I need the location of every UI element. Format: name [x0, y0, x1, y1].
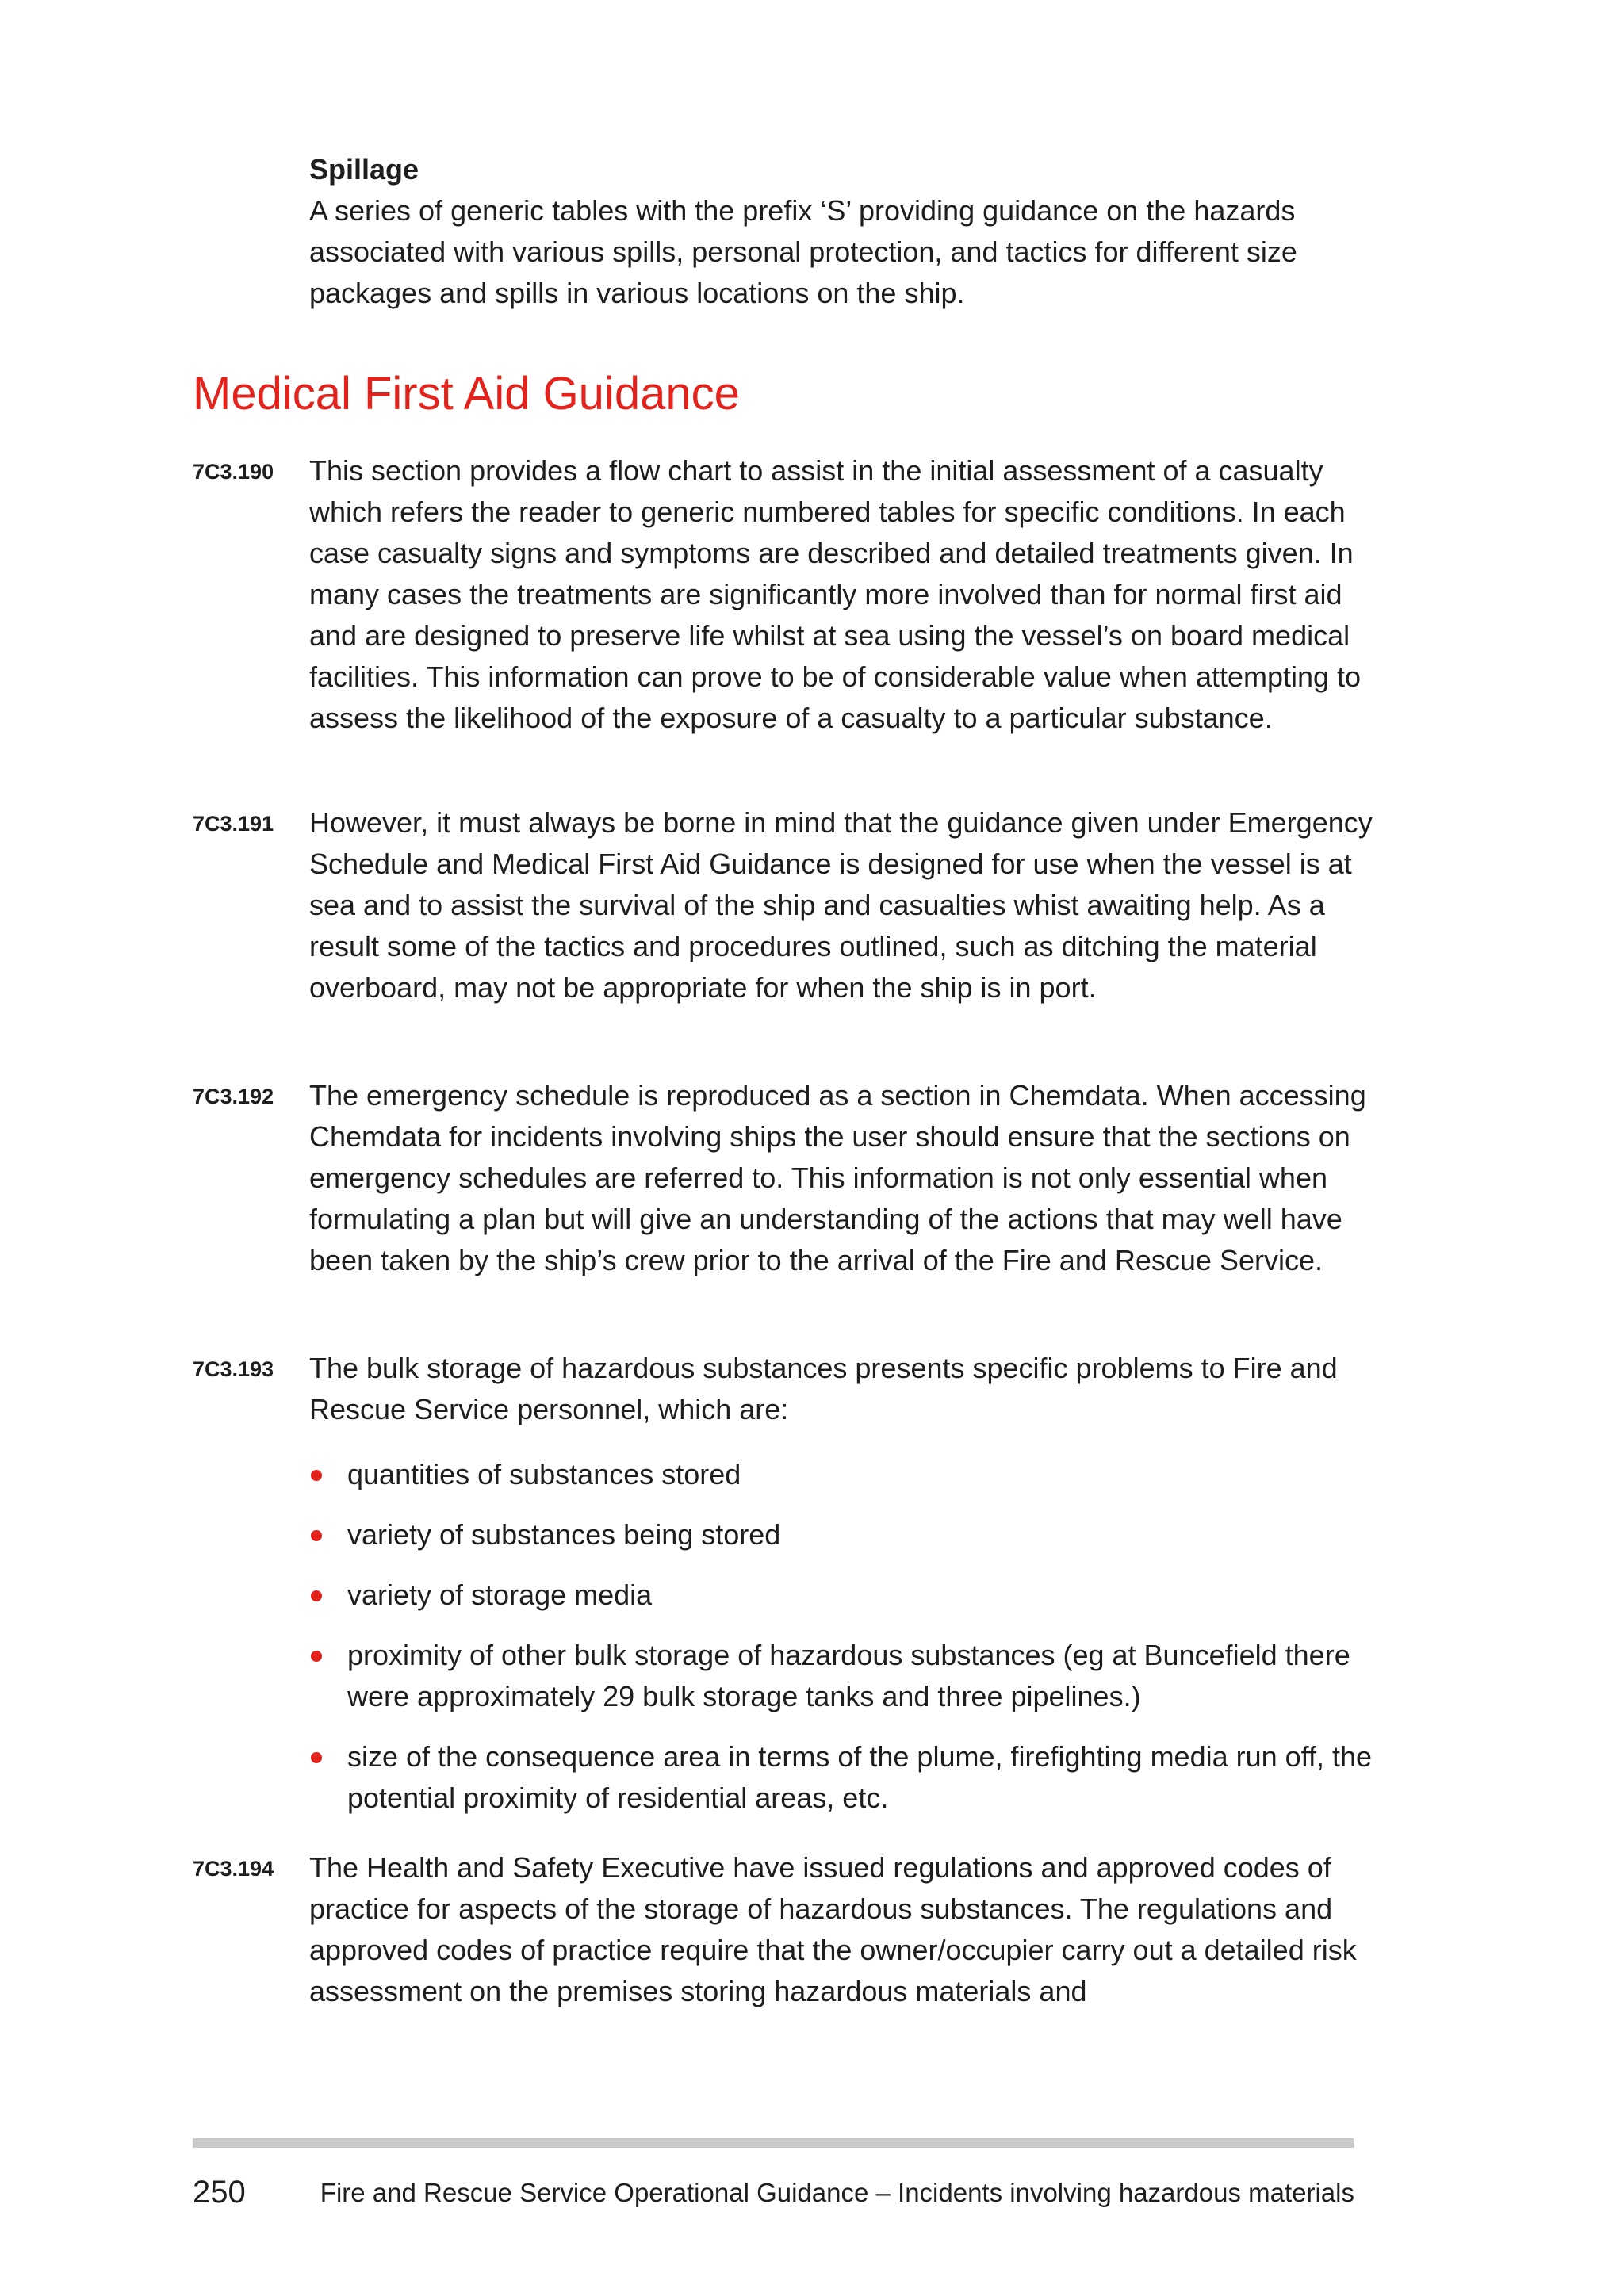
paragraph-number: 7C3.194: [193, 1857, 274, 1881]
paragraph-number: 7C3.190: [193, 460, 274, 484]
footer-divider: [193, 2138, 1354, 2148]
list-item: [309, 1454, 1380, 1495]
paragraph-text: However, it must always be borne in mind that the guidance given under Emergency Schedule and Medical First Aid Guidance is designed for use when the vessel is at sea and to assist the survival of the ship and casualties whist awaiting help. As a result some of the tactics and procedures outlined, such as ditching the material overboard, may not be appropriate for when the ship is in port.: [309, 806, 1373, 1004]
paragraph-7c3-192: [193, 1075, 1382, 1281]
footer-title: Fire and Rescue Service Operational Guidance – Incidents involving hazardous materials: [320, 2178, 1354, 2207]
list-item-text: variety of substances being stored: [347, 1518, 781, 1551]
list-item-text: variety of storage media: [347, 1578, 653, 1611]
list-item: [309, 1736, 1380, 1819]
paragraph-number: 7C3.192: [193, 1085, 274, 1108]
bullet-dot-icon: [311, 1651, 322, 1662]
list-item: [309, 1635, 1380, 1717]
paragraph-text: This section provides a flow chart to assist in the initial assessment of a casualty which refers the reader to generic numbered tables for specific conditions. In each case casualty signs and symptoms are described and detailed treatments given. In many cases the treatments are significantly more involved than for normal first aid and are designed to preserve life whilst at sea using the vessel’s on board medical facilities. This information can prove to be of considerable value when attempting to assess the likelihood of the exposure of a casualty to a particular substance.: [309, 454, 1362, 734]
bullet-dot-icon: [311, 1470, 322, 1481]
spillage-text: A series of generic tables with the prefix ‘S’ providing guidance on the hazards associated with various spills, personal protection, and tactics for different size packages and spills in various locations on the ship.: [309, 194, 1297, 309]
page-number: 250: [193, 2175, 246, 2210]
paragraph-text: The bulk storage of hazardous substances presents specific problems to Fire and Rescue Service personnel, which are:: [309, 1352, 1338, 1425]
paragraph-text: The Health and Safety Executive have issued regulations and approved codes of practice for aspects of the storage of hazardous substances. The regulations and approved codes of practice require that the owner/occupier carry out a detailed risk assessment on the premises storing hazardous materials and: [309, 1851, 1357, 2007]
paragraph-text: The emergency schedule is reproduced as a section in Chemdata. When accessing Chemdata for incidents involving ships the user should ensure that the sections on emergency schedules are referred to. This information is not only essential when formulating a plan but will give an understanding of the actions that may well have been taken by the ship’s crew prior to the arrival of the Fire and Rescue Service.: [309, 1079, 1366, 1276]
paragraph-number: 7C3.191: [193, 812, 274, 836]
bullet-dot-icon: [311, 1590, 322, 1601]
section-heading: Medical First Aid Guidance: [193, 368, 740, 419]
paragraph-7c3-193: [193, 1348, 1382, 1430]
bullet-dot-icon: [311, 1752, 322, 1763]
page-footer: [193, 2172, 1354, 2212]
list-item: [309, 1575, 1380, 1616]
list-item-text: size of the consequence area in terms of the plume, firefighting media run off, the potential proximity of residential areas, etc.: [347, 1740, 1373, 1814]
paragraph-7c3-194: [193, 1847, 1382, 2012]
bullet-list: [309, 1454, 1380, 1838]
bullet-dot-icon: [311, 1530, 322, 1541]
paragraph-7c3-190: [193, 450, 1382, 739]
list-item-text: quantities of substances stored: [347, 1458, 741, 1490]
list-item: [309, 1514, 1380, 1556]
paragraph-7c3-191: [193, 802, 1382, 1008]
spillage-title: Spillage: [309, 153, 419, 186]
paragraph-number: 7C3.193: [193, 1357, 274, 1381]
spillage-section: [309, 149, 1372, 314]
list-item-text: proximity of other bulk storage of hazardous substances (eg at Buncefield there were approximately 29 bulk storage tanks and three pipelines.): [347, 1639, 1350, 1712]
